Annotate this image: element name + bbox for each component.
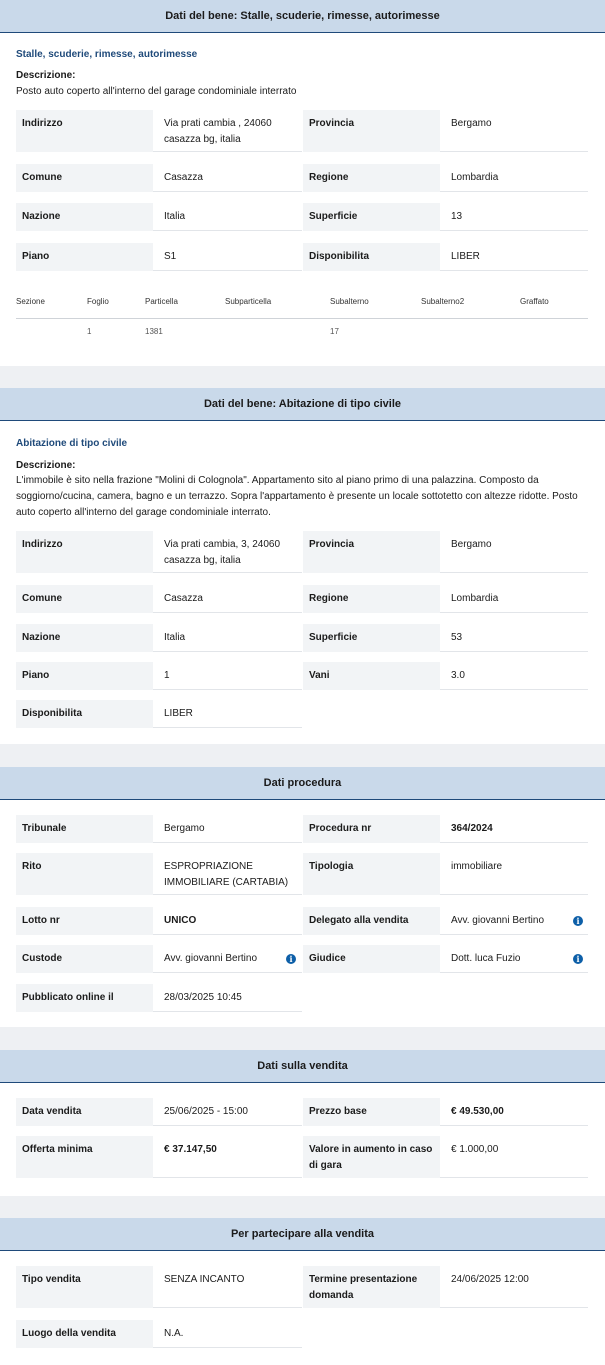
table-header-subalterno: Subalterno — [330, 297, 369, 306]
table-header-sezione: Sezione — [16, 297, 45, 306]
superficie-label: Superficie — [303, 624, 440, 652]
regione-value: Lombardia — [440, 164, 588, 192]
table-header-subparticella: Subparticella — [225, 297, 272, 306]
offerta-minima-value: € 37.147,50 — [153, 1136, 302, 1178]
rito-label: Rito — [16, 853, 153, 895]
procedura-nr-label: Procedura nr — [303, 815, 440, 843]
prezzo-base-label: Prezzo base — [303, 1098, 440, 1126]
pubblicato-value: 28/03/2025 10:45 — [153, 984, 302, 1012]
piano-value: S1 — [153, 243, 302, 271]
piano-label: Piano — [16, 243, 153, 271]
tipo-vendita-value: SENZA INCANTO — [153, 1266, 302, 1308]
bene-card-garage — [0, 0, 605, 366]
regione-label: Regione — [303, 585, 440, 613]
regione-value: Lombardia — [440, 585, 588, 613]
card-header: Dati procedura — [0, 767, 605, 800]
bene-title: Stalle, scuderie, rimesse, autorimesse — [16, 49, 198, 60]
description-label: Descrizione: — [16, 70, 76, 81]
nazione-value: Italia — [153, 203, 302, 231]
table-divider — [16, 318, 588, 319]
offerta-minima-label: Offerta minima — [16, 1136, 153, 1178]
card-header: Dati del bene: Stalle, scuderie, rimesse, autorimesse — [0, 0, 605, 33]
nazione-value: Italia — [153, 624, 302, 652]
table-cell-foglio: 1 — [87, 327, 92, 336]
comune-label: Comune — [16, 164, 153, 192]
disponibilita-label: Disponibilita — [16, 700, 153, 728]
piano-label: Piano — [16, 662, 153, 690]
vendita-card — [0, 1050, 605, 1196]
bene-card-abitazione — [0, 388, 605, 744]
lotto-label: Lotto nr — [16, 907, 153, 935]
procedura-nr-value: 364/2024 — [440, 815, 588, 843]
aumento-label: Valore in aumento in caso di gara — [303, 1136, 440, 1178]
nazione-label: Nazione — [16, 624, 153, 652]
tribunale-value: Bergamo — [153, 815, 302, 843]
tipologia-label: Tipologia — [303, 853, 440, 895]
description-label: Descrizione: — [16, 460, 76, 471]
table-header-particella: Particella — [145, 297, 178, 306]
custode-label: Custode — [16, 945, 153, 973]
comune-value: Casazza — [153, 585, 302, 613]
delegato-info-icon[interactable]: i — [573, 916, 583, 926]
tribunale-label: Tribunale — [16, 815, 153, 843]
termine-label: Termine presentazione domanda — [303, 1266, 440, 1308]
procedura-card — [0, 767, 605, 1027]
disponibilita-value: LIBER — [153, 700, 302, 728]
table-cell-particella: 1381 — [145, 327, 163, 336]
indirizzo-value: Via prati cambia, 3, 24060 casazza bg, italia — [153, 531, 302, 573]
piano-value: 1 — [153, 662, 302, 690]
superficie-value: 53 — [440, 624, 588, 652]
giudice-label: Giudice — [303, 945, 440, 973]
data-vendita-value: 25/06/2025 - 15:00 — [153, 1098, 302, 1126]
giudice-value: Dott. luca Fuzio — [440, 945, 588, 973]
table-header-graffato: Graffato — [520, 297, 549, 306]
provincia-label: Provincia — [303, 110, 440, 152]
table-header-subalterno2: Subalterno2 — [421, 297, 465, 306]
provincia-label: Provincia — [303, 531, 440, 573]
lotto-value: UNICO — [153, 907, 302, 935]
delegato-value: Avv. giovanni Bertino — [440, 907, 588, 935]
partecipare-card — [0, 1218, 605, 1365]
tipo-vendita-label: Tipo vendita — [16, 1266, 153, 1308]
provincia-value: Bergamo — [440, 110, 588, 152]
bene-title: Abitazione di tipo civile — [16, 438, 128, 449]
delegato-label: Delegato alla vendita — [303, 907, 440, 935]
regione-label: Regione — [303, 164, 440, 192]
table-cell-subalterno: 17 — [330, 327, 339, 336]
superficie-value: 13 — [440, 203, 588, 231]
prezzo-base-value: € 49.530,00 — [440, 1098, 588, 1126]
custode-value: Avv. giovanni Bertino — [153, 945, 302, 973]
nazione-label: Nazione — [16, 203, 153, 231]
custode-info-icon[interactable]: i — [286, 954, 296, 964]
description-text: Posto auto coperto all'interno del garage condominiale interrato — [16, 86, 297, 97]
giudice-info-icon[interactable]: i — [573, 954, 583, 964]
indirizzo-label: Indirizzo — [16, 531, 153, 573]
luogo-value: N.A. — [153, 1320, 302, 1348]
aumento-value: € 1.000,00 — [440, 1136, 588, 1178]
disponibilita-label: Disponibilita — [303, 243, 440, 271]
vani-value: 3.0 — [440, 662, 588, 690]
rito-value: ESPROPRIAZIONE IMMOBILIARE (CARTABIA) — [153, 853, 302, 895]
card-header: Dati del bene: Abitazione di tipo civile — [0, 388, 605, 421]
data-vendita-label: Data vendita — [16, 1098, 153, 1126]
card-header: Dati sulla vendita — [0, 1050, 605, 1083]
disponibilita-value: LIBER — [440, 243, 588, 271]
termine-value: 24/06/2025 12:00 — [440, 1266, 588, 1308]
provincia-value: Bergamo — [440, 531, 588, 573]
tipologia-value: immobiliare — [440, 853, 588, 895]
card-header: Per partecipare alla vendita — [0, 1218, 605, 1251]
indirizzo-value: Via prati cambia , 24060 casazza bg, italia — [153, 110, 302, 152]
description-text: L'immobile è sito nella frazione "Molini di Colognola". Appartamento sito al piano primo di una palazzina. Composto da soggiorno/cucina, camera, bagno e un terrazzo. Sopra l'appartamento è presente un locale sottotetto con altezze ridotte. Posto auto coperto all'interno del garage condominiale interrato. — [16, 475, 578, 518]
comune-value: Casazza — [153, 164, 302, 192]
vani-label: Vani — [303, 662, 440, 690]
luogo-label: Luogo della vendita — [16, 1320, 153, 1348]
comune-label: Comune — [16, 585, 153, 613]
pubblicato-label: Pubblicato online il — [16, 984, 153, 1012]
table-header-foglio: Foglio — [87, 297, 109, 306]
indirizzo-label: Indirizzo — [16, 110, 153, 152]
superficie-label: Superficie — [303, 203, 440, 231]
